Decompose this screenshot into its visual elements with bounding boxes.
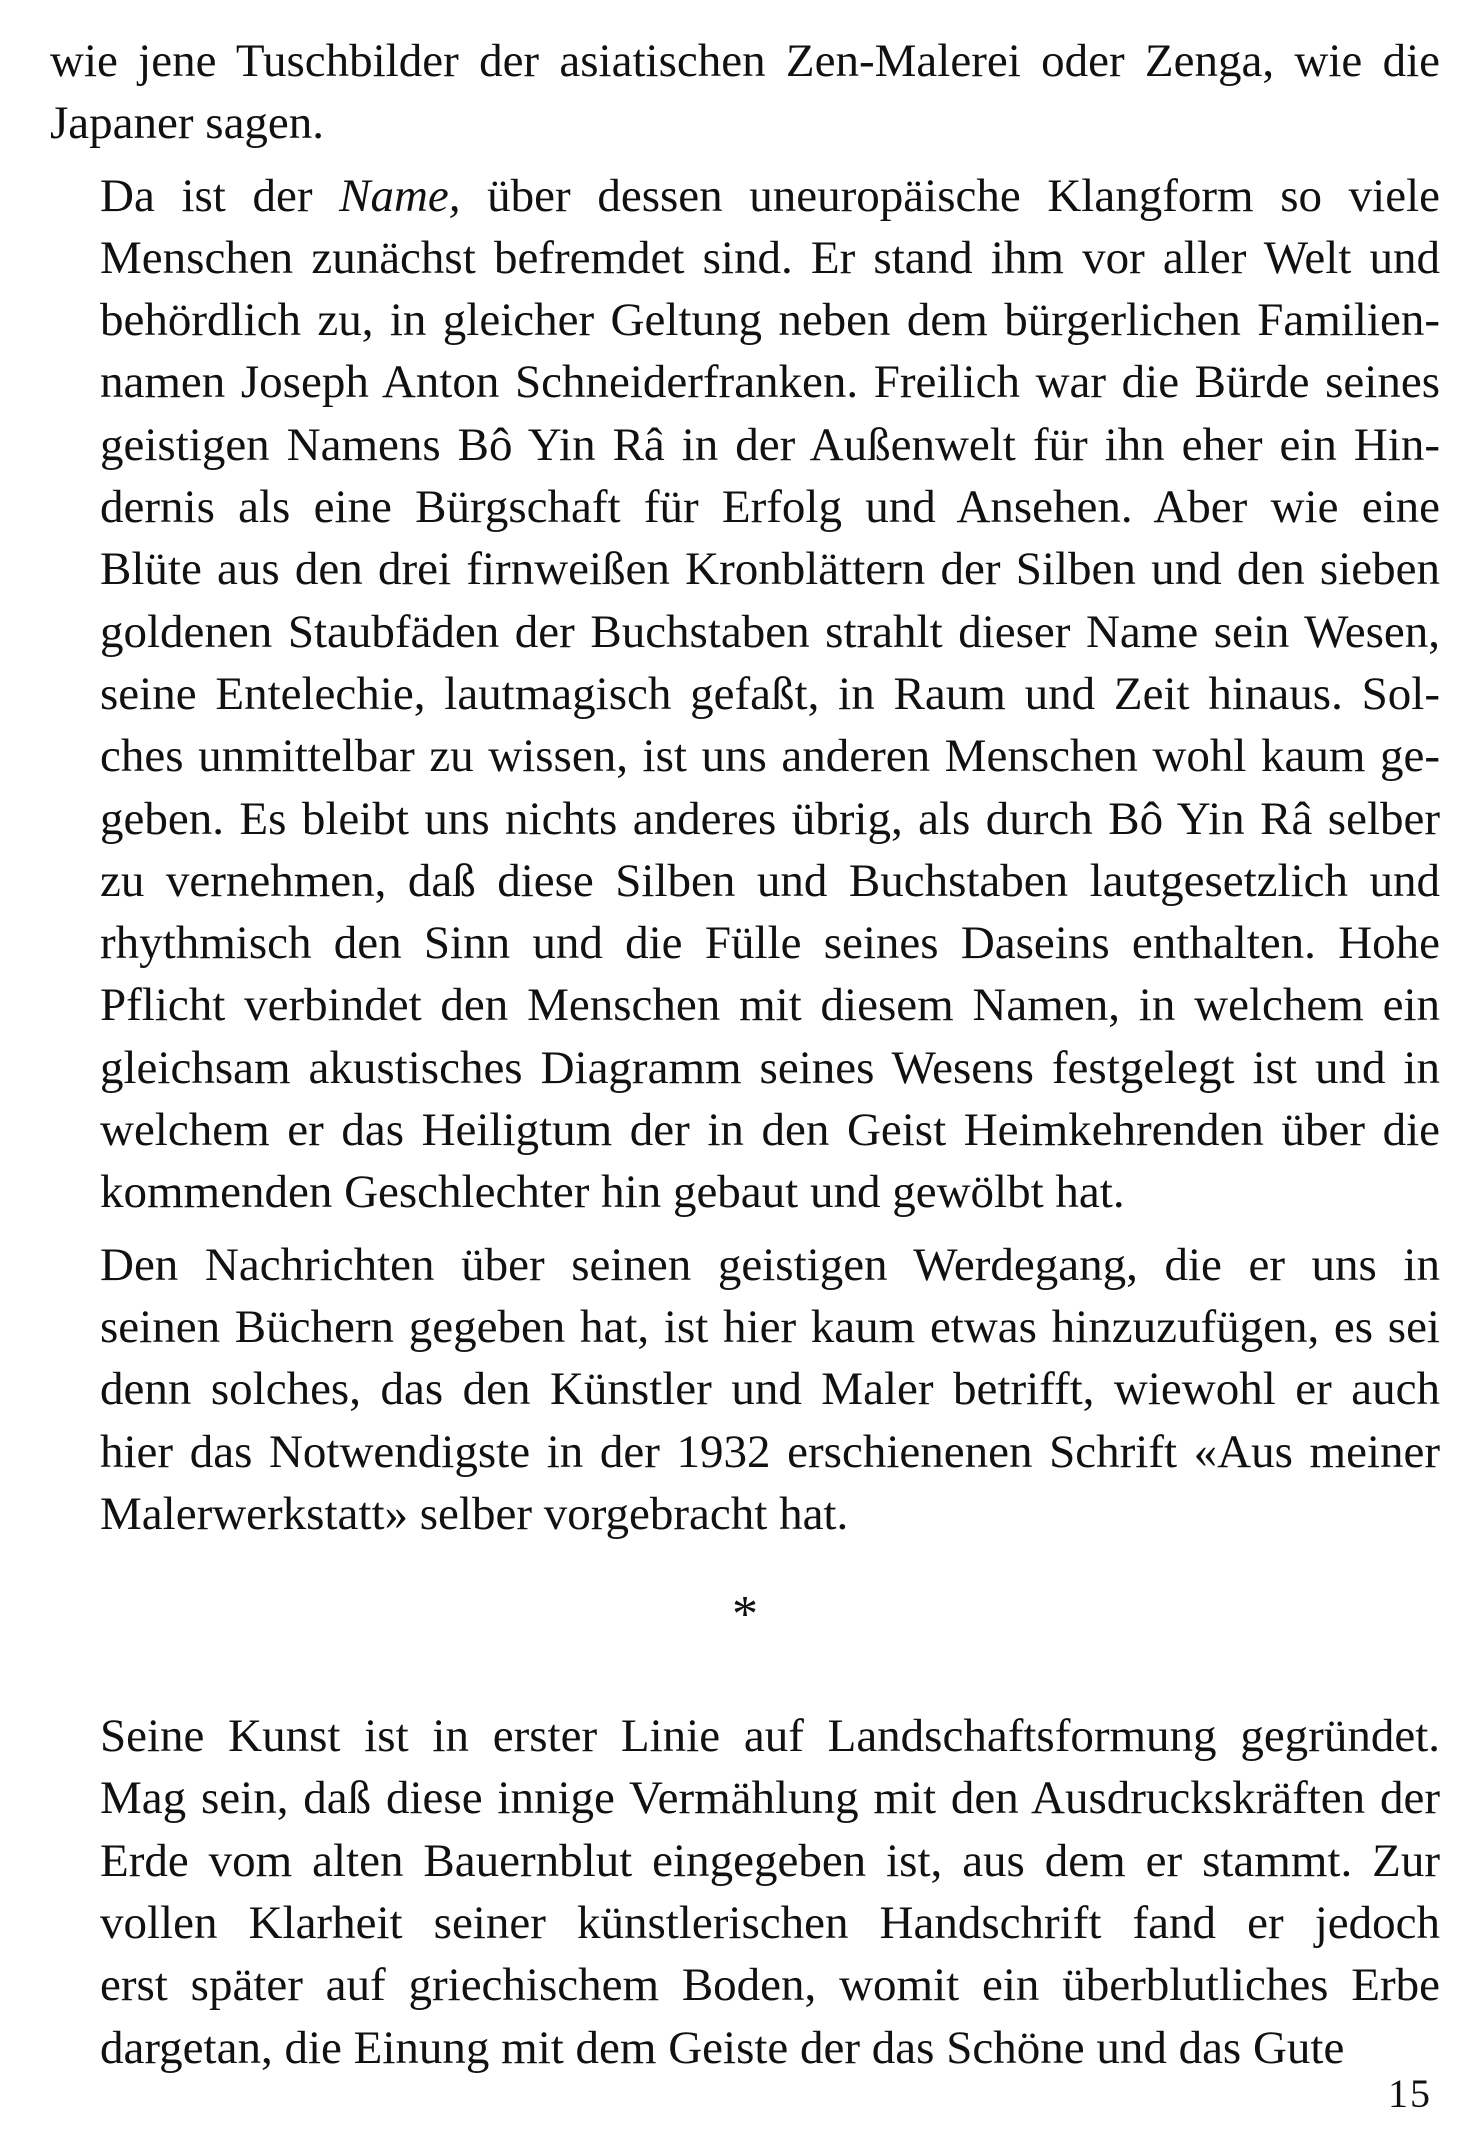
text-line: Malerwerkstatt» selber vorgebracht hat. — [100, 1487, 849, 1540]
text-line: goldenen Staubfäden der Buchstaben strahlt dieser Name sein Wesen, — [100, 605, 1440, 658]
paragraph-3 — [50, 1705, 1440, 2079]
text-line: Blüte aus den drei firnweißen Kronblättern der Silben und den sieben — [100, 543, 1440, 596]
text-line: Den Nachrichten über seinen geistigen Werdegang, die er uns in — [100, 1238, 1440, 1291]
text-line: dernis als eine Bürgschaft für Erfolg und Ansehen. Aber wie eine — [100, 481, 1440, 534]
text-line: Menschen zunächst befremdet sind. Er stand ihm vor aller Welt und — [100, 231, 1440, 284]
text-line: seine Entelechie, lautmagisch gefaßt, in Raum und Zeit hinaus. Sol- — [100, 667, 1440, 720]
text-line: wie jene Tuschbilder der asiatischen Zen-Malerei oder Zenga, wie die — [50, 35, 1440, 87]
text-line: geistigen Namens Bô Yin Râ in der Außenwelt für ihn eher ein Hin- — [100, 418, 1440, 471]
text-line: Mag sein, daß diese innige Vermählung mit den Ausdruckskräften der — [100, 1772, 1440, 1825]
text-line: seinen Büchern gegeben hat, ist hier kaum etwas hinzuzufügen, es sei — [100, 1300, 1440, 1353]
page-number: 15 — [1388, 2071, 1432, 2116]
text-line: rhythmisch den Sinn und die Fülle seines Daseins enthalten. Hohe — [100, 917, 1440, 970]
page-body — [50, 30, 1440, 2079]
paragraph-text — [50, 165, 1440, 1224]
text-line: Da ist der Name, über dessen uneuropäische Klangform so viele — [100, 169, 1440, 222]
section-separator: * — [732, 1586, 758, 1644]
text-line: Seine Kunst ist in erster Linie auf Landschaftsformung gegründet. — [100, 1710, 1440, 1763]
paragraph-text — [50, 1234, 1440, 1545]
paragraph-0 — [50, 30, 1440, 155]
paragraph-2 — [50, 1234, 1440, 1545]
text-line: welchem er das Heiligtum der in den Geist Heimkehrenden über die — [100, 1104, 1440, 1157]
text-line: kommenden Geschlechter hin gebaut und gewölbt hat. — [100, 1166, 1125, 1219]
text-line: Erde vom alten Bauernblut eingegeben ist, aus dem er stammt. Zur — [100, 1834, 1440, 1887]
text-line: gleichsam akustisches Diagramm seines Wesens festgelegt ist und in — [100, 1041, 1440, 1094]
text-line: zu vernehmen, daß diese Silben und Buchstaben lautgesetzlich und — [100, 854, 1440, 907]
text-line: Japaner sagen. — [50, 97, 325, 150]
text-line: vollen Klarheit seiner künstlerischen Handschrift fand er jedoch — [100, 1897, 1440, 1950]
text-line: erst später auf griechischem Boden, womit ein überblutliches Erbe — [100, 1959, 1440, 2012]
text-line: denn solches, das den Künstler und Maler betrifft, wiewohl er auch — [100, 1363, 1440, 1416]
paragraph-text — [50, 1705, 1440, 2079]
text-line: behördlich zu, in gleicher Geltung neben dem bürgerlichen Familien- — [100, 294, 1440, 347]
text-line: ches unmittelbar zu wissen, ist uns anderen Menschen wohl kaum ge- — [100, 730, 1440, 783]
text-line: dargetan, die Einung mit dem Geiste der das Schöne und das Gute — [100, 2021, 1345, 2074]
text-line: namen Joseph Anton Schneiderfranken. Freilich war die Bürde seines — [100, 356, 1440, 409]
text-line: Pflicht verbindet den Menschen mit diesem Namen, in welchem ein — [100, 979, 1440, 1032]
paragraph-text — [50, 30, 1440, 155]
text-line: hier das Notwendigste in der 1932 erschienenen Schrift «Aus meiner — [100, 1425, 1440, 1478]
paragraph-1 — [50, 165, 1440, 1224]
text-line: geben. Es bleibt uns nichts anderes übrig, als durch Bô Yin Râ selber — [100, 792, 1440, 845]
